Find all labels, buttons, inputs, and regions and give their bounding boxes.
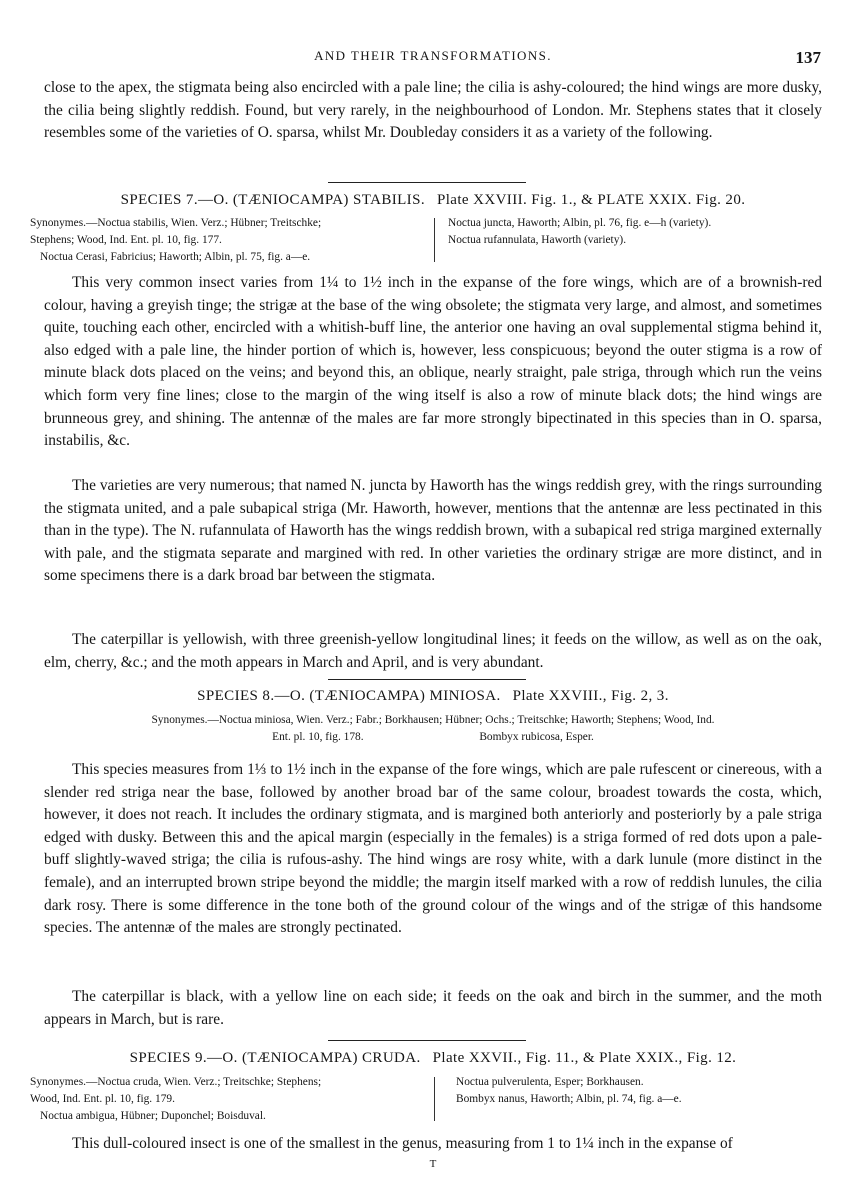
species-7-caterpillar: The caterpillar is yellowish, with three greenish-yellow longitudinal lines; it feeds on the willow, as well as on the oak, elm, cherry, &c.; and the moth appears in March and April, and is very abundant.: [44, 631, 822, 671]
synonym-column-divider: [434, 218, 435, 262]
species-9-synonym-line: Synonymes.—Noctua cruda, Wien. Verz.; Treitschke; Stephens;: [30, 1076, 322, 1088]
species-7-heading: SPECIES 7.—O. (TÆNIOCAMPA) STABILIS.: [120, 192, 425, 208]
printer-signature-mark: T: [429, 1158, 437, 1170]
species-9-synonym-line: Bombyx nanus, Haworth; Albin, pl. 74, fig. a—e.: [456, 1093, 682, 1105]
species-8-synonyms: [44, 712, 822, 746]
species-9-synonyms-right: [456, 1074, 826, 1108]
species-9-synonym-line: Wood, Ind. Ent. pl. 10, fig. 179.: [30, 1093, 175, 1105]
section-divider: [328, 1040, 526, 1041]
species-8-description: This species measures from 1⅓ to 1½ inch in the expanse of the fore wings, which are pale rufescent or cinereous, with a slender red striga near the base, followed by another broad bar of the same colour, broadest towards the costa, which, however, it does not reach. It includes the ordinary stigmata, and is margined both anteriorly and posteriorly by a pale striga edged with dusky. Between this and the apical margin (especially in the females) is a striga formed of red dots upon a pale-buff slightly-waved striga; the cilia is rufous-ashy. The hind wings are rosy white, with a dark lunule (more distinct in the female), and an interrupted brown stripe beyond the middle; the margin itself marked with a row of reddish lunules, the cilia dark rosy. There is some difference in the tone both of the ground colour of the wings and of the strigæ of this handsome species. The antennæ of the males are strongly pectinated.: [44, 761, 822, 937]
species-7-synonyms-right: [448, 215, 828, 249]
species-9-synonym-line: Noctua pulverulenta, Esper; Borkhausen.: [456, 1076, 644, 1088]
synonym-column-divider: [434, 1077, 435, 1121]
running-title: AND THEIR TRANSFORMATIONS.: [314, 48, 552, 63]
species-7-varieties: The varieties are very numerous; that named N. juncta by Haworth has the wings reddish grey, with the rings surrounding the stigmata united, and a pale subapical striga (Mr. Haworth, however, mentions that the antennæ are less pectinated in this than in the type). The N. rufannulata of Haworth has the wings reddish brown, with a subapical red striga margined externally with pale, and the stigmata separate and margined with red. In other varieties the ordinary strigæ are more distinct, and in some specimens there is a dark broad bar between the stigmata.: [44, 477, 822, 585]
species-8-caterpillar: The caterpillar is black, with a yellow line on each side; it feeds on the oak and birch in the summer, and the moth appears in March, but is rare.: [44, 988, 822, 1028]
species-7-synonym-line: Stephens; Wood, Ind. Ent. pl. 10, fig. 177.: [30, 234, 222, 246]
section-divider: [328, 182, 526, 183]
species-7-description: This very common insect varies from 1¼ to 1½ inch in the expanse of the fore wings, which are of a brownish-red colour, having a greyish tinge; the strigæ at the base of the wing obsolete; the stigmata very large, and almost, and sometimes quite, touching each other, encircled with a whitish-buff line, the anterior one having an oval supplemental stigma behind it, also edged with a pale line, the hinder portion of which is, however, less conspicuous; beyond the outer stigma is a row of minute black dots placed on the veins; and beyond this, an oblique, nearly straight, pale striga, through which run the veins which form very fine lines; close to the margin of the wing itself is also a row of minute black dots; the hind wings are brunneous grey, and shining. The antennæ of the males are far more strongly bipectinated in this species than in O. sparsa, instabilis, &c.: [44, 274, 822, 450]
species-9-description: This dull-coloured insect is one of the smallest in the genus, measuring from 1 to 1¼ inch in the expanse of: [72, 1135, 733, 1152]
species-8-heading: SPECIES 8.—O. (TÆNIOCAMPA) MINIOSA.: [197, 688, 501, 704]
species-9-heading-line: [0, 1050, 866, 1067]
species-9-synonym-line: Noctua ambigua, Hübner; Duponchel; Boisduval.: [40, 1110, 266, 1122]
species-9-heading: SPECIES 9.—O. (TÆNIOCAMPA) CRUDA.: [129, 1050, 421, 1066]
species-7-heading-line: [0, 192, 866, 209]
species-8-plate-reference: Plate XXVIII., Fig. 2, 3.: [512, 688, 669, 704]
species-9-plate-reference: Plate XXVII., Fig. 11., & Plate XXIX., Fig. 12.: [432, 1050, 737, 1066]
species-7-plate-reference: Plate XXVIII. Fig. 1., & PLATE XXIX. Fig. 20.: [436, 192, 746, 208]
section-divider: [328, 679, 526, 680]
page-number: 137: [795, 48, 821, 67]
species-7-synonym-line: Noctua Cerasi, Fabricius; Haworth; Albin, pl. 75, fig. a—e.: [40, 251, 311, 263]
species-7-synonyms-left: [30, 215, 430, 266]
species-7-synonym-line: Synonymes.—Noctua stabilis, Wien. Verz.; Hübner; Treitschke;: [30, 217, 322, 229]
species-8-heading-line: [0, 688, 866, 705]
intro-paragraph: close to the apex, the stigmata being also encircled with a pale line; the cilia is ashy-coloured; the hind wings are more dusky, the cilia being slightly reddish. Found, but very rarely, in the neighbourhood of London. Mr. Stephens states that it closely resembles some of the varieties of O. sparsa, whilst Mr. Doubleday considers it as a variety of the following.: [44, 79, 822, 142]
species-8-synonym-line: Synonymes.—Noctua miniosa, Wien. Verz.; Fabr.; Borkhausen; Hübner; Ochs.; Treitschke; Haworth; Stephens; Wood, Ind.: [151, 714, 715, 726]
species-7-synonym-line: Noctua rufannulata, Haworth (variety).: [448, 234, 627, 246]
species-8-synonym-line-2: Ent. pl. 10, fig. 178. Bombyx rubicosa, Esper.: [272, 731, 594, 743]
species-7-synonym-line: Noctua juncta, Haworth; Albin, pl. 76, fig. e—h (variety).: [448, 217, 712, 229]
species-9-synonyms-left: [30, 1074, 430, 1125]
